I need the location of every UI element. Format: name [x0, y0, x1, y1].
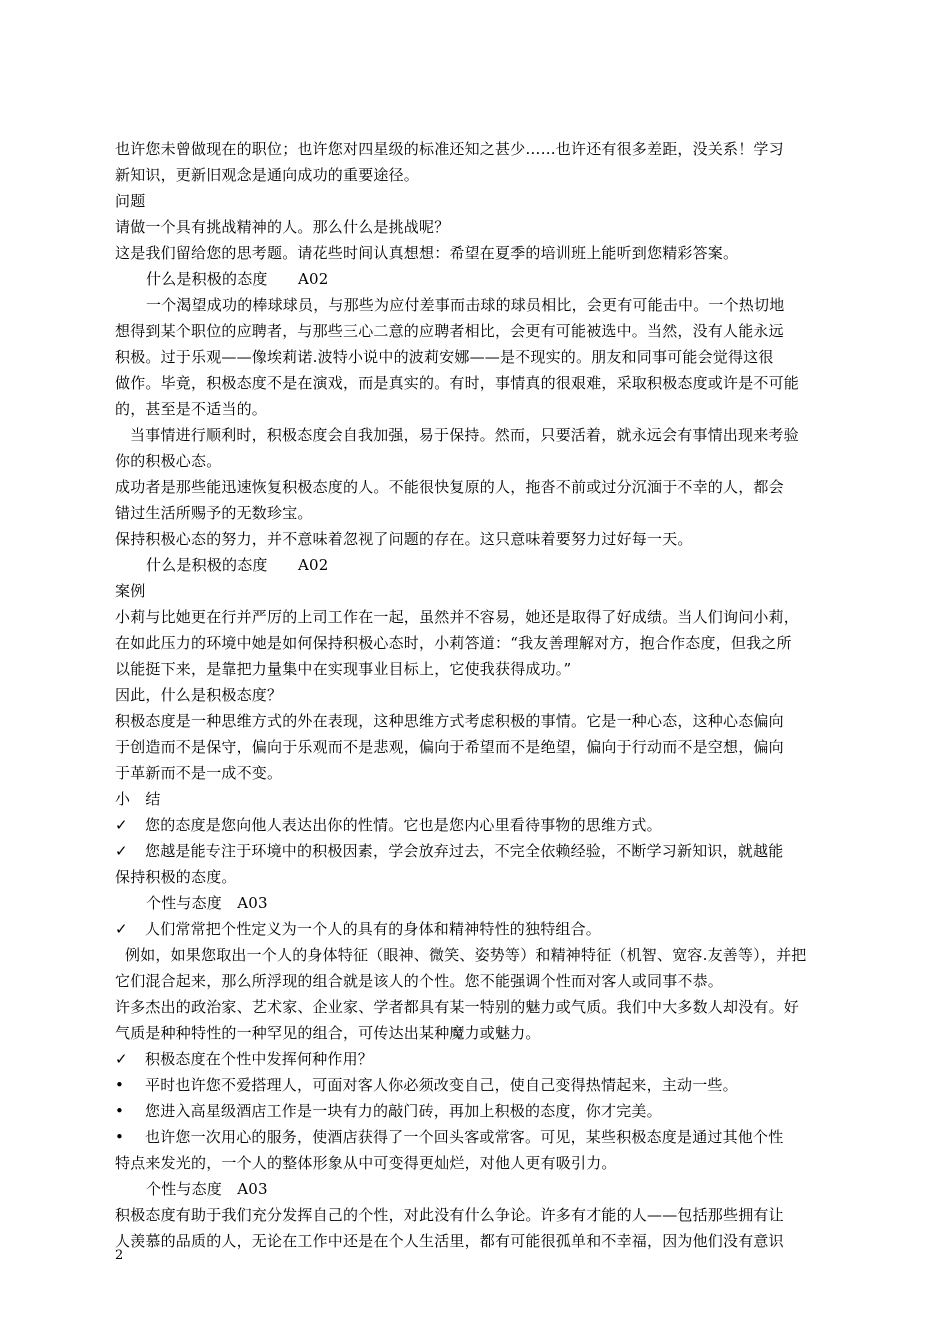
bullet-icon: • [115, 1076, 125, 1094]
check-icon: ✓ [115, 816, 128, 834]
text-line: 积极。过于乐观——像埃莉诺.波特小说中的波莉安娜——是不现实的。朋友和同事可能会觉得这很 [115, 348, 774, 366]
text-line: 一个渴望成功的棒球球员，与那些为应付差事而击球的球员相比，会更有可能击中。一个热切地 [146, 296, 785, 314]
text-line: 于革新而不是一成不变。 [115, 764, 283, 782]
text-line: 人羡慕的品质的人，无论在工作中还是在个人生活里，都有可能很孤单和不幸福，因为他们没有意识 [115, 1232, 784, 1250]
text-line: 许多杰出的政治家、艺术家、企业家、学者都具有某一特别的魅力或气质。我们中大多数人却没有。好 [115, 998, 800, 1016]
section-heading: 问题 [115, 192, 146, 210]
list-item-text: 您越是能专注于环境中的积极因素，学会放弃过去，不完全依赖经验，不断学习新知识，就越能 [145, 842, 784, 860]
text-line: 这是我们留给您的思考题。请花些时间认真想想：希望在夏季的培训班上能听到您精彩答案。 [115, 244, 739, 262]
text-line: 新知识，更新旧观念是通向成功的重要途径。 [115, 166, 420, 184]
text-line: 也许您未曾做现在的职位；也许您对四星级的标准还知之甚少……也许还有很多差距，没关系！学习 [115, 140, 784, 158]
section-heading: 案例 [115, 582, 146, 600]
list-item [115, 1046, 840, 1072]
list-item [115, 1098, 840, 1124]
page-body [115, 136, 840, 1254]
text-line: 气质是种种特性的一种罕见的组合，可传达出某种魔力或魅力。 [115, 1024, 541, 1042]
list-item [115, 1072, 840, 1098]
text-line: 做作。毕竟，积极态度不是在演戏，而是真实的。有时，事情真的很艰难，采取积极态度或许是不可能 [115, 374, 800, 392]
text-line: 于创造而不是保守，偏向于乐观而不是悲观，偏向于希望而不是绝望，偏向于行动而不是空想，偏向 [115, 738, 784, 756]
list-item-text: 您的态度是您向他人表达出你的性情。它也是您内心里看待事物的思维方式。 [145, 816, 662, 834]
text-line: 当事情进行顺利时，积极态度会自我加强，易于保持。然而，只要活着，就永远会有事情出现来考验 [130, 426, 799, 444]
text-line: 保持积极心态的努力，并不意味着忽视了问题的存在。这只意味着要努力过好每一天。 [115, 530, 693, 548]
text-line: 积极态度有助于我们充分发挥自己的个性，对此没有什么争论。许多有才能的人——包括那些拥有让 [115, 1206, 784, 1224]
list-item [115, 1124, 840, 1150]
text-line: 成功者是那些能迅速恢复积极态度的人。不能很快复原的人，拖沓不前或过分沉湎于不幸的人，都会 [115, 478, 784, 496]
list-item [115, 838, 840, 864]
text-line: 想得到某个职位的应聘者，与那些三心二意的应聘者相比，会更有可能被选中。当然，没有人能永远 [115, 322, 784, 340]
bullet-icon: • [115, 1102, 125, 1120]
text-line: 请做一个具有挑战精神的人。那么什么是挑战呢？ [115, 218, 450, 236]
page-number: 2 [115, 1248, 124, 1263]
section-heading: 个性与态度 A03 [146, 894, 268, 912]
bullet-icon: • [115, 1128, 125, 1146]
text-line: 它们混合起来，那么所浮现的组合就是该人的个性。您不能强调个性而对客人或同事不恭。 [115, 972, 724, 990]
list-item-text: 积极态度在个性中发挥何种作用？ [145, 1050, 374, 1068]
list-item-text: 人们常常把个性定义为一个人的具有的身体和精神特性的独特组合。 [145, 920, 602, 938]
check-icon: ✓ [115, 842, 128, 860]
section-heading: 个性与态度 A03 [146, 1180, 268, 1198]
text-line: 保持积极的态度。 [115, 868, 237, 886]
section-heading: 什么是积极的态度 A02 [146, 556, 329, 574]
text-line: 的，甚至是不适当的。 [115, 400, 268, 418]
section-heading: 小 结 [115, 790, 161, 808]
text-line: 以能挺下来，是靠把力量集中在实现事业目标上，它使我获得成功。” [115, 660, 572, 678]
list-item-text: 您进入高星级酒店工作是一块有力的敲门砖，再加上积极的态度，你才完美。 [145, 1102, 662, 1120]
text-line: 例如，如果您取出一个人的身体特征（眼神、微笑、姿势等）和精神特征（机智、宽容.友善等），并把 [125, 946, 807, 964]
text-line: 错过生活所赐予的无数珍宝。 [115, 504, 313, 522]
list-item-text: 也许您一次用心的服务，使酒店获得了一个回头客或常客。可见，某些积极态度是通过其他个性 [145, 1128, 784, 1146]
text-line: 积极态度是一种思维方式的外在表现，这种思维方式考虑积极的事情。它是一种心态，这种心态偏向 [115, 712, 784, 730]
text-line: 小莉与比她更在行并严厉的上司工作在一起，虽然并不容易，她还是取得了好成绩。当人们询问小莉， [115, 608, 800, 626]
text-line: 在如此压力的环境中她是如何保持积极心态时，小莉答道：“我友善理解对方，抱合作态度，但我之所 [115, 634, 792, 652]
list-item [115, 916, 840, 942]
list-item [115, 812, 840, 838]
section-heading: 什么是积极的态度 A02 [146, 270, 329, 288]
check-icon: ✓ [115, 1050, 128, 1068]
text-line: 因此，什么是积极态度？ [115, 686, 283, 704]
list-item-text: 平时也许您不爱搭理人，可面对客人你必须改变自己，使自己变得热情起来，主动一些。 [145, 1076, 738, 1094]
text-line: 特点来发光的，一个人的整体形象从中可变得更灿烂，对他人更有吸引力。 [115, 1154, 617, 1172]
text-line: 你的积极心态。 [115, 452, 222, 470]
check-icon: ✓ [115, 920, 128, 938]
